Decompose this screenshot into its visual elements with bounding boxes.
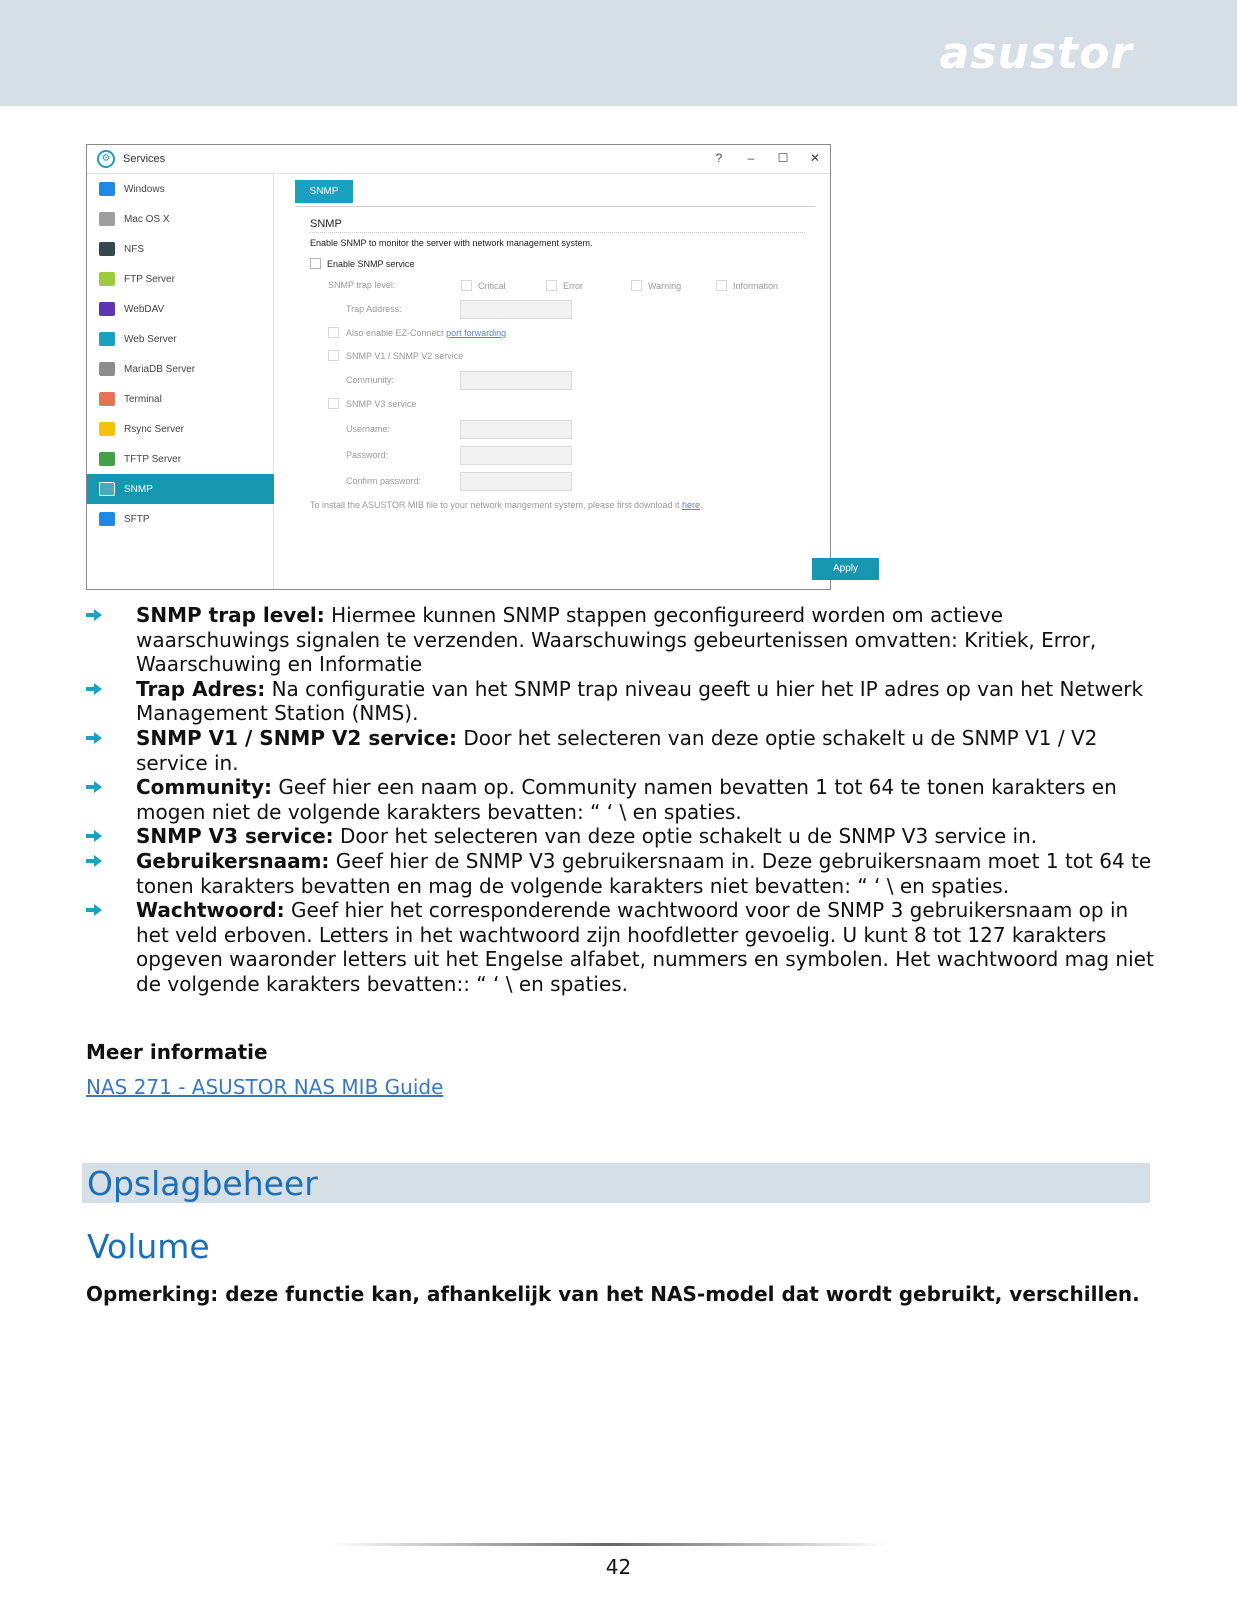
bullet-text: Geef hier de SNMP V3 gebruikersnaam in. Deze gebruikersnaam moet 1 tot 64 te tonen karakters bevatten en mag de volgende karakters niet bevatten: “ ‘ \ en spaties. <box>136 848 1152 898</box>
sidebar-item[interactable] <box>87 414 274 444</box>
window-titlebar <box>87 145 830 174</box>
sidebar-item-label: SNMP <box>124 483 153 495</box>
confirm-password-label: Confirm password: <box>346 476 422 486</box>
bullet-term: Wachtwoord: <box>136 898 285 923</box>
bullet-text: Door het selecteren van deze optie schakelt u de SNMP V1 / V2 service in. <box>136 725 1098 775</box>
ez-connect-checkbox[interactable] <box>328 327 339 338</box>
bullet-term: Gebruikersnaam: <box>136 848 330 873</box>
services-app-icon: ⚙ <box>97 150 115 168</box>
tab-divider <box>295 206 815 207</box>
enable-snmp-label: Enable SNMP service <box>327 259 415 269</box>
bullet-item <box>86 898 1156 996</box>
web-server-icon <box>99 332 115 346</box>
bullet-term: Trap Adres: <box>136 676 266 701</box>
username-input[interactable] <box>460 420 572 439</box>
ftp-icon <box>99 272 115 286</box>
sidebar-item[interactable] <box>87 204 274 234</box>
arrow-right-icon <box>86 608 102 622</box>
sidebar-item[interactable] <box>87 234 274 264</box>
apply-button[interactable]: Apply <box>812 558 879 580</box>
bullet-text: Door het selecteren van deze optie schakelt u de SNMP V3 service in. <box>333 824 1038 849</box>
terminal-icon <box>99 392 115 406</box>
bullet-text: Geef hier een naam op. Community namen bevatten 1 tot 64 te tonen karakters en mogen niet de volgende karakters bevatten: “ ‘ \ en spaties. <box>136 775 1117 824</box>
bullet-term: Community: <box>136 775 273 800</box>
sidebar-item[interactable] <box>87 324 274 354</box>
enable-snmp-checkbox[interactable] <box>310 258 321 269</box>
snmp-description: Enable SNMP to monitor the server with network management system. <box>310 238 593 248</box>
rsync-icon <box>99 422 115 436</box>
heading-opslagbeheer: Opslagbeheer <box>87 1164 318 1203</box>
snmp-icon <box>99 482 115 496</box>
arrow-right-icon <box>86 682 102 696</box>
sidebar-item-label: Rsync Server <box>124 423 185 435</box>
arrow-right-icon <box>86 780 102 794</box>
sidebar-item-label: Windows <box>124 183 165 195</box>
community-input[interactable] <box>460 371 572 390</box>
heading-volume: Volume <box>87 1227 210 1266</box>
bullet-item <box>86 603 1156 677</box>
bullet-term: SNMP V3 service: <box>136 824 334 849</box>
bullet-text: Hiermee kunnen SNMP stappen geconfigureerd worden om actieve waarschuwings signalen te verzenden. Waarschuwings gebeurtenissen omvatten: Kritiek, Error, Waarschuwing en Informatie <box>136 603 1097 677</box>
sidebar-item-label: FTP Server <box>124 273 175 285</box>
arrow-right-icon <box>86 903 102 917</box>
window-controls <box>712 151 822 165</box>
sidebar-item[interactable] <box>87 354 274 384</box>
bullet-term: SNMP trap level: <box>136 603 325 627</box>
username-label: Username: <box>346 424 391 434</box>
trap-critical-checkbox[interactable] <box>461 280 472 291</box>
install-note: To install the ASUSTOR MIB file to your network mangement system, please first download it here. <box>310 500 703 510</box>
services-sidebar <box>87 174 274 589</box>
trap-error-label: Error <box>563 281 583 291</box>
trap-critical-label: Critical <box>478 281 506 291</box>
close-icon[interactable]: ✕ <box>809 151 821 165</box>
trap-information-checkbox[interactable] <box>716 280 727 291</box>
bullet-item <box>86 726 1156 775</box>
port-forwarding-link[interactable]: port forwarding <box>446 328 507 338</box>
services-window-screenshot <box>86 144 858 590</box>
arrow-right-icon <box>86 854 102 868</box>
arrow-right-icon <box>86 829 102 843</box>
more-info-title: Meer informatie <box>86 1040 268 1064</box>
minimize-icon[interactable]: – <box>747 151 755 165</box>
install-note-text: To install the ASUSTOR MIB file to your network mangement system, please first download it <box>310 500 680 510</box>
window-title: Services <box>123 153 166 165</box>
mib-guide-link[interactable]: NAS 271 - ASUSTOR NAS MIB Guide <box>86 1075 444 1099</box>
help-icon[interactable]: ? <box>715 151 723 165</box>
bullet-text: Na configuratie van het SNMP trap niveau geeft u hier het IP adres op van het Netwerk Management Station (NMS). <box>136 676 1144 726</box>
sidebar-item-label: WebDAV <box>124 303 165 315</box>
bullet-item <box>86 849 1156 898</box>
bullet-item <box>86 824 1156 849</box>
page-number: 42 <box>605 1555 632 1579</box>
asustor-logo: asustor <box>939 28 1133 79</box>
sidebar-item[interactable] <box>87 444 274 474</box>
trap-warning-checkbox[interactable] <box>631 280 642 291</box>
trap-address-input[interactable] <box>460 300 572 319</box>
tab-snmp[interactable]: SNMP <box>295 180 353 203</box>
sidebar-item[interactable] <box>87 504 274 534</box>
ez-connect-text <box>346 328 506 338</box>
sidebar-item-label: Terminal <box>124 393 162 405</box>
arrow-right-icon <box>86 731 102 745</box>
snmp-v3-label: SNMP V3 service <box>346 399 417 409</box>
sftp-icon <box>99 512 115 526</box>
confirm-password-input[interactable] <box>460 472 572 491</box>
snmp-v3-checkbox[interactable] <box>328 398 339 409</box>
bullet-list <box>86 603 1156 997</box>
mariadb-icon <box>99 362 115 376</box>
sidebar-item[interactable] <box>87 474 274 504</box>
section-title: SNMP <box>310 218 342 230</box>
sidebar-item-label: TFTP Server <box>124 453 182 465</box>
bullet-term: SNMP V1 / SNMP V2 service: <box>136 725 457 750</box>
password-label: Password: <box>346 450 389 460</box>
snmp-v1v2-checkbox[interactable] <box>328 350 339 361</box>
trap-address-label: Trap Address: <box>346 304 402 314</box>
download-here-link[interactable]: here <box>682 500 701 510</box>
sidebar-item-label: SFTP <box>124 513 150 525</box>
footer-divider <box>330 1543 890 1546</box>
trap-level-label: SNMP trap level: <box>328 280 396 290</box>
sidebar-item[interactable] <box>87 264 274 294</box>
ez-connect-label: Also enable EZ-Connect <box>346 328 444 338</box>
webdav-icon <box>99 302 115 316</box>
sidebar-item[interactable] <box>87 174 274 204</box>
bullet-item <box>86 677 1156 726</box>
password-input[interactable] <box>460 446 572 465</box>
maximize-icon[interactable]: ☐ <box>777 151 789 165</box>
sidebar-item[interactable] <box>87 384 274 414</box>
model-note: Opmerking: deze functie kan, afhankelijk van het NAS-model dat wordt gebruikt, verschillen. <box>86 1282 1140 1306</box>
snmp-v1v2-label: SNMP V1 / SNMP V2 service <box>346 351 464 361</box>
macos-icon <box>99 212 115 226</box>
sidebar-item-label: Mac OS X <box>124 213 170 225</box>
trap-information-label: Information <box>733 281 779 291</box>
snmp-panel <box>275 174 858 589</box>
sidebar-item-label: NFS <box>124 243 144 255</box>
bullet-item <box>86 775 1156 824</box>
nfs-icon <box>99 242 115 256</box>
trap-warning-label: Warning <box>648 281 682 291</box>
trap-error-checkbox[interactable] <box>546 280 557 291</box>
tftp-icon <box>99 452 115 466</box>
bullet-text: Geef hier het corresponderende wachtwoord voor de SNMP 3 gebruikersnaam op in het veld erboven. Letters in het wachtwoord zijn hoofdletter gevoelig. U kunt 8 tot 127 karakters opgeven waaronder letters uit het Engelse alfabet, nummers en symbolen. Het wachtwoord mag niet de volgende karakters bevatten:: “ ‘ \ en spaties. <box>136 898 1154 996</box>
sidebar-item-label: Web Server <box>124 333 177 345</box>
community-label: Community: <box>346 375 395 385</box>
section-divider <box>310 232 805 233</box>
windows-icon <box>99 182 115 196</box>
sidebar-item[interactable] <box>87 294 274 324</box>
sidebar-item-label: MariaDB Server <box>124 363 196 375</box>
